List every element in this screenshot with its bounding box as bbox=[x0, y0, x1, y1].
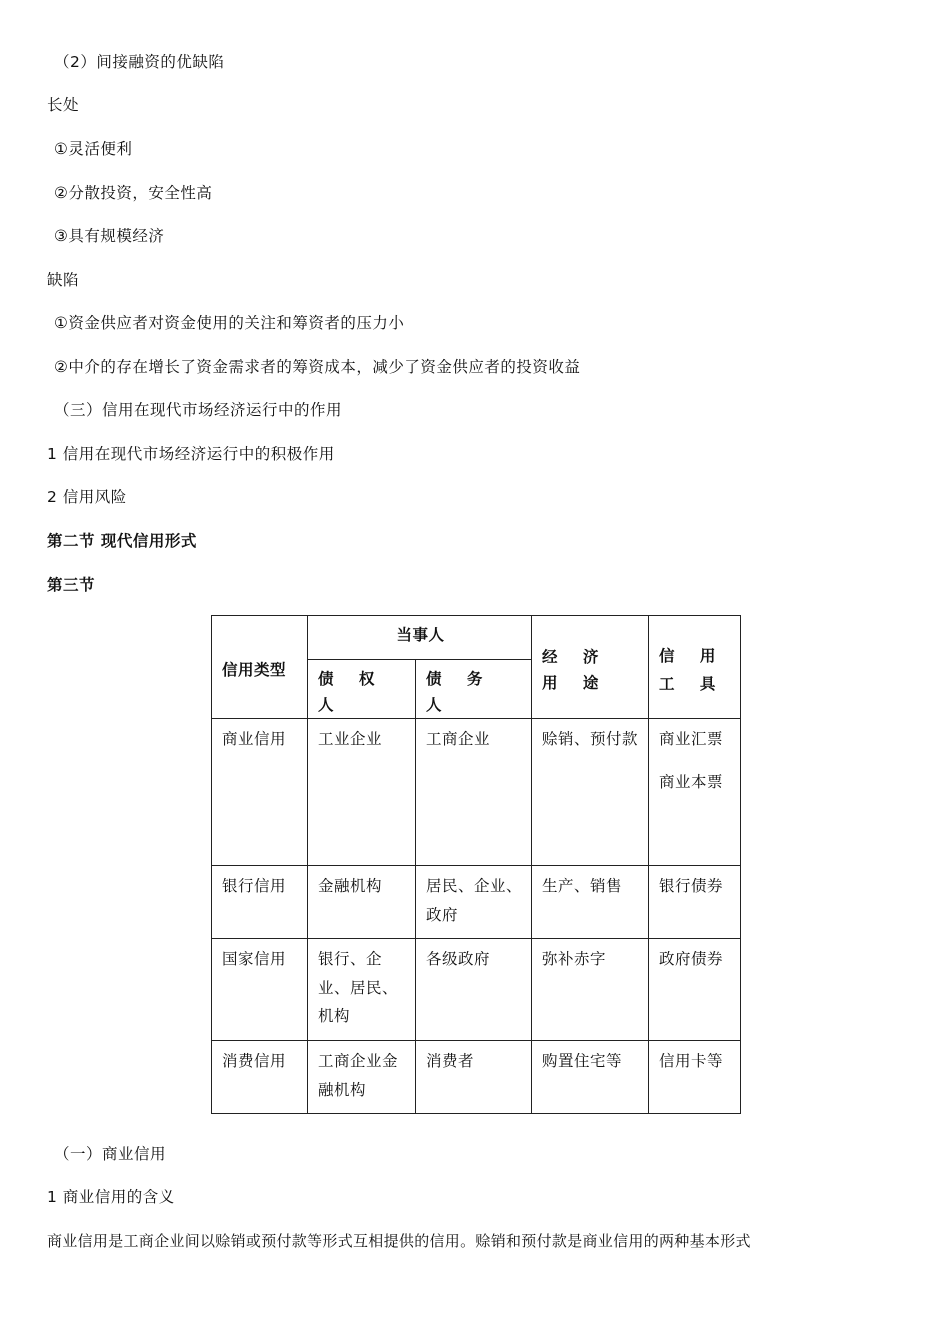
cell-debtor: 消费者 bbox=[416, 1041, 532, 1114]
tool-item: 商业本票 bbox=[659, 772, 724, 791]
cell-creditor: 银行、企业、居民、机构 bbox=[308, 939, 416, 1041]
advantages-label: 长处 bbox=[47, 96, 80, 114]
disadvantages-label: 缺陷 bbox=[47, 271, 80, 289]
cell-creditor: 工业企业 bbox=[308, 719, 416, 866]
cell-tool bbox=[649, 719, 741, 866]
cell-tool bbox=[649, 866, 741, 939]
section-heading: 第二节 现代信用形式 bbox=[47, 532, 197, 550]
disadvantage-item: ②中介的存在增长了资金需求者的筹资成本，减少了资金供应者的投资收益 bbox=[54, 358, 581, 376]
section-heading: 第三节 bbox=[47, 576, 96, 594]
header-credit-tool: 信 用 工 具 bbox=[649, 616, 741, 719]
subsection-heading: （一）商业信用 bbox=[54, 1145, 167, 1163]
cell-debtor: 居民、企业、政府 bbox=[416, 866, 532, 939]
cell-use: 购置住宅等 bbox=[532, 1041, 649, 1114]
cell-creditor: 金融机构 bbox=[308, 866, 416, 939]
cell-debtor: 工商企业 bbox=[416, 719, 532, 866]
cell-debtor: 各级政府 bbox=[416, 939, 532, 1041]
table-row bbox=[212, 939, 741, 1041]
cell-creditor: 工商企业金融机构 bbox=[308, 1041, 416, 1114]
cell-tool bbox=[649, 1041, 741, 1114]
subsection-heading: （2）间接融资的优缺陷 bbox=[54, 53, 225, 71]
disadvantage-item: ①资金供应者对资金使用的关注和筹资者的压力小 bbox=[54, 314, 405, 332]
cell-type: 消费信用 bbox=[212, 1041, 308, 1114]
table-row bbox=[212, 1041, 741, 1114]
cell-use: 赊销、预付款 bbox=[532, 719, 649, 866]
subsection-heading: （三）信用在现代市场经济运行中的作用 bbox=[54, 401, 343, 419]
advantage-item: ①灵活便利 bbox=[54, 140, 133, 158]
header-credit-type: 信用类型 bbox=[212, 616, 308, 719]
tool-item: 商业汇票 bbox=[659, 730, 724, 748]
credit-forms-table bbox=[211, 615, 741, 1114]
tool-item: 银行债券 bbox=[659, 877, 724, 895]
tool-item: 信用卡等 bbox=[659, 1052, 724, 1070]
header-creditor: 债 权 人 bbox=[308, 660, 416, 719]
cell-type: 银行信用 bbox=[212, 866, 308, 939]
table-row bbox=[212, 866, 741, 939]
list-item: 1 信用在现代市场经济运行中的积极作用 bbox=[47, 445, 335, 463]
list-item: 2 信用风险 bbox=[47, 488, 127, 506]
advantage-item: ③具有规模经济 bbox=[54, 227, 165, 245]
cell-tool bbox=[649, 939, 741, 1041]
tool-item: 政府债券 bbox=[659, 950, 724, 968]
cell-type: 商业信用 bbox=[212, 719, 308, 866]
header-debtor: 债 务 人 bbox=[416, 660, 532, 719]
list-item: 1 商业信用的含义 bbox=[47, 1188, 175, 1206]
cell-type: 国家信用 bbox=[212, 939, 308, 1041]
cell-use: 生产、销售 bbox=[532, 866, 649, 939]
header-economic-use: 经 济 用 途 bbox=[532, 616, 649, 719]
body-paragraph: 商业信用是工商企业间以赊销或预付款等形式互相提供的信用。赊销和预付款是商业信用的两种基本形式 bbox=[47, 1232, 751, 1250]
cell-use: 弥补赤字 bbox=[532, 939, 649, 1041]
advantage-item: ②分散投资，安全性高 bbox=[54, 184, 213, 202]
table-row bbox=[212, 719, 741, 866]
header-parties: 当事人 bbox=[308, 616, 532, 660]
